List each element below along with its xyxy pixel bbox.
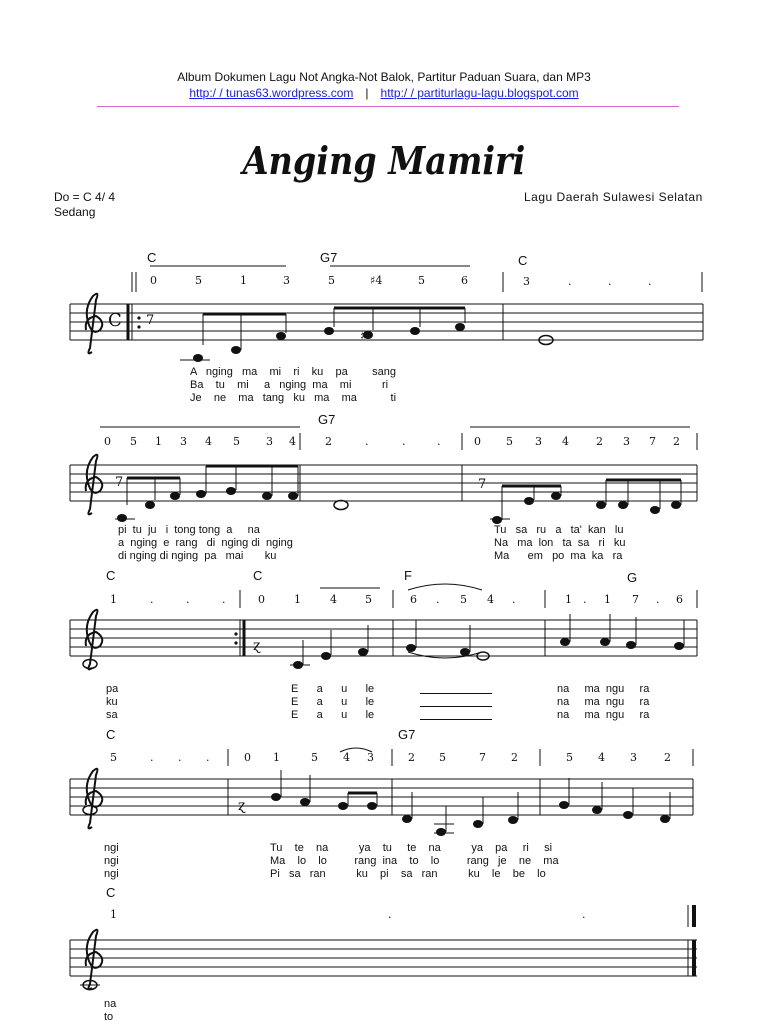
num-s1-8: 6 (461, 274, 468, 287)
num-s4-1: 5 (110, 751, 117, 764)
lyrics-s2-verse2-right: Na ma lon ta sa ri ku (494, 537, 626, 549)
lyrics-s3-verse2-right: na ma ngu ra (557, 696, 650, 708)
chord-s3-3: F (404, 568, 412, 583)
num-s3-10: . (436, 593, 440, 606)
song-origin: Lagu Daerah Sulawesi Selatan (524, 190, 703, 204)
lyrics-s3-verse1-mid: E a u le (291, 683, 375, 695)
num-s2-5: 4 (205, 435, 212, 448)
num-s3-3: . (186, 593, 190, 606)
num-s2-17: 2 (596, 435, 603, 448)
melisma-line-3 (420, 719, 492, 720)
svg-text:7: 7 (146, 313, 155, 328)
num-s3-16: 1 (604, 593, 611, 606)
link-tunas63[interactable]: http:/ / tunas63.wordpress.com (189, 86, 354, 100)
num-s2-2: 5 (130, 435, 137, 448)
num-s3-8: 5 (365, 593, 372, 606)
num-s2-15: 3 (535, 435, 542, 448)
num-s1-1: 0 (150, 274, 157, 287)
lyrics-s2-verse2-left: a nging e rang di nging di nging (118, 537, 293, 549)
svg-text:7: 7 (478, 477, 487, 492)
num-s4-5: 0 (244, 751, 251, 764)
svg-text:♯: ♯ (360, 329, 367, 344)
num-s2-18: 3 (623, 435, 630, 448)
lyrics-s1-verse2: Ba tu mi a nging ma mi ri (190, 379, 389, 391)
tempo-marking: Sedang (54, 205, 96, 219)
num-s1-10: . (568, 275, 572, 288)
num-s2-8: 4 (289, 435, 296, 448)
num-s3-2: . (150, 593, 154, 606)
chord-s2-1: G7 (318, 412, 336, 427)
num-s4-9: 3 (367, 751, 374, 764)
num-s2-6: 5 (233, 435, 240, 448)
num-s4-11: 5 (439, 751, 446, 764)
num-s4-3: . (178, 751, 182, 764)
num-s2-11: . (402, 435, 406, 448)
lyrics-s4-verse1-right: Tu te na ya tu te na ya pa ri si (270, 842, 553, 854)
num-s3-14: 1 (565, 593, 572, 606)
lyrics-s2-verse3-left: di nging di nging pa mai ku (118, 550, 277, 562)
lyrics-s5-to: to (104, 1011, 114, 1023)
num-s3-18: . (656, 593, 660, 606)
num-s1-3: 1 (240, 274, 247, 287)
svg-text:ɀ: ɀ (253, 638, 261, 654)
chord-s4-1: C (106, 727, 116, 742)
chord-s4-2: G7 (398, 727, 416, 742)
num-s2-3: 1 (155, 435, 162, 448)
num-s3-19: 6 (676, 593, 683, 606)
lyrics-s5-na: na (104, 998, 117, 1010)
svg-text:7: 7 (115, 475, 124, 490)
num-s3-15: . (583, 593, 587, 606)
num-s2-10: . (365, 435, 369, 448)
album-line: Album Dokumen Lagu Not Angka-Not Balok, Partitur Paduan Suara, dan MP3 (177, 70, 591, 84)
num-s5-2: . (388, 908, 392, 921)
lyrics-s2-verse1-right: Tu sa ru a ta' kan lu (494, 524, 624, 536)
lyrics-s4-verse3-right: Pi sa ran ku pi sa ran ku le be lo (270, 868, 546, 880)
num-s1-2: 5 (195, 274, 202, 287)
link-separator: | (365, 86, 369, 100)
lyrics-s3-sa: sa (106, 709, 118, 721)
lyrics-s3-verse3-right: na ma ngu ra (557, 709, 650, 721)
num-s4-15: 4 (598, 751, 605, 764)
lyrics-s4-verse3-left: ngi (104, 868, 119, 880)
lyrics-s4-verse2-left: ngi (104, 855, 119, 867)
num-s2-20: 2 (673, 435, 680, 448)
num-s3-9: 6 (410, 593, 417, 606)
num-s3-1: 1 (110, 593, 117, 606)
lyrics-s2-verse1-left: pi tu ju i tong tong a na (118, 524, 260, 536)
num-s3-4: . (222, 593, 226, 606)
num-s3-11: 5 (460, 593, 467, 606)
svg-text:ɀ: ɀ (238, 798, 246, 814)
num-s5-1: 1 (110, 908, 117, 921)
num-s1-4: 3 (283, 274, 290, 287)
num-s2-14: 5 (506, 435, 513, 448)
num-s4-8: 4 (343, 751, 350, 764)
num-s5-3: . (582, 908, 586, 921)
chord-s3-1: C (106, 568, 116, 583)
num-s2-7: 3 (266, 435, 273, 448)
num-s1-5: 5 (328, 274, 335, 287)
chord-s1-1: C (147, 250, 157, 265)
num-s3-6: 1 (294, 593, 301, 606)
lyrics-s3-verse2-mid: E a u le (291, 696, 375, 708)
num-s4-16: 3 (630, 751, 637, 764)
num-s1-9: 3 (523, 275, 530, 288)
num-s2-16: 4 (562, 435, 569, 448)
chord-s3-2: C (253, 568, 263, 583)
num-s4-10: 2 (408, 751, 415, 764)
num-s3-7: 4 (330, 593, 337, 606)
num-s1-7: 5 (418, 274, 425, 287)
chord-s1-3: C (518, 253, 528, 268)
melisma-line-2 (420, 706, 492, 707)
num-s4-14: 5 (566, 751, 573, 764)
song-title: Anging Mamiri (242, 138, 526, 183)
num-s3-12: 4 (487, 593, 494, 606)
num-s2-1: 0 (104, 435, 111, 448)
num-s4-7: 5 (311, 751, 318, 764)
lyrics-s3-pa: pa (106, 683, 119, 695)
lyrics-s2-verse3-right: Ma em po ma ka ra (494, 550, 623, 562)
lyrics-s4-verse2-right: Ma lo lo rang ina to lo rang je ne ma (270, 855, 559, 867)
svg-text:C: C (108, 310, 122, 331)
chord-s1-2: G7 (320, 250, 338, 265)
lyrics-s4-verse1-left: ngi (104, 842, 119, 854)
num-s4-12: 7 (479, 751, 486, 764)
num-s1-12: . (648, 275, 652, 288)
lyrics-s1-verse1: A nging ma mi ri ku pa sang (190, 366, 397, 378)
num-s1-6: ♯4 (370, 274, 383, 287)
key-time-signature: Do = C 4/ 4 (54, 190, 116, 204)
lyrics-s1-verse3: Je ne ma tang ku ma ma ti (190, 392, 397, 404)
num-s2-12: . (437, 435, 441, 448)
lyrics-s3-verse3-mid: E a u le (291, 709, 375, 721)
num-s4-2: . (150, 751, 154, 764)
chord-s3-4: G (627, 570, 638, 585)
num-s4-4: . (206, 751, 210, 764)
num-s2-4: 3 (180, 435, 187, 448)
num-s1-11: . (608, 275, 612, 288)
num-s4-17: 2 (664, 751, 671, 764)
num-s4-6: 1 (273, 751, 280, 764)
chord-s5-1: C (106, 885, 116, 900)
num-s3-13: . (512, 593, 516, 606)
num-s2-19: 7 (649, 435, 656, 448)
lyrics-s3-ku: ku (106, 696, 118, 708)
link-partiturlagu[interactable]: http:/ / partiturlagu-lagu.blogspot.com (380, 86, 579, 100)
melisma-line-1 (420, 693, 492, 694)
num-s2-9: 2 (325, 435, 332, 448)
num-s4-13: 2 (511, 751, 518, 764)
num-s3-17: 7 (632, 593, 639, 606)
num-s2-13: 0 (474, 435, 481, 448)
num-s3-5: 0 (258, 593, 265, 606)
lyrics-s3-verse1-right: na ma ngu ra (557, 683, 650, 695)
